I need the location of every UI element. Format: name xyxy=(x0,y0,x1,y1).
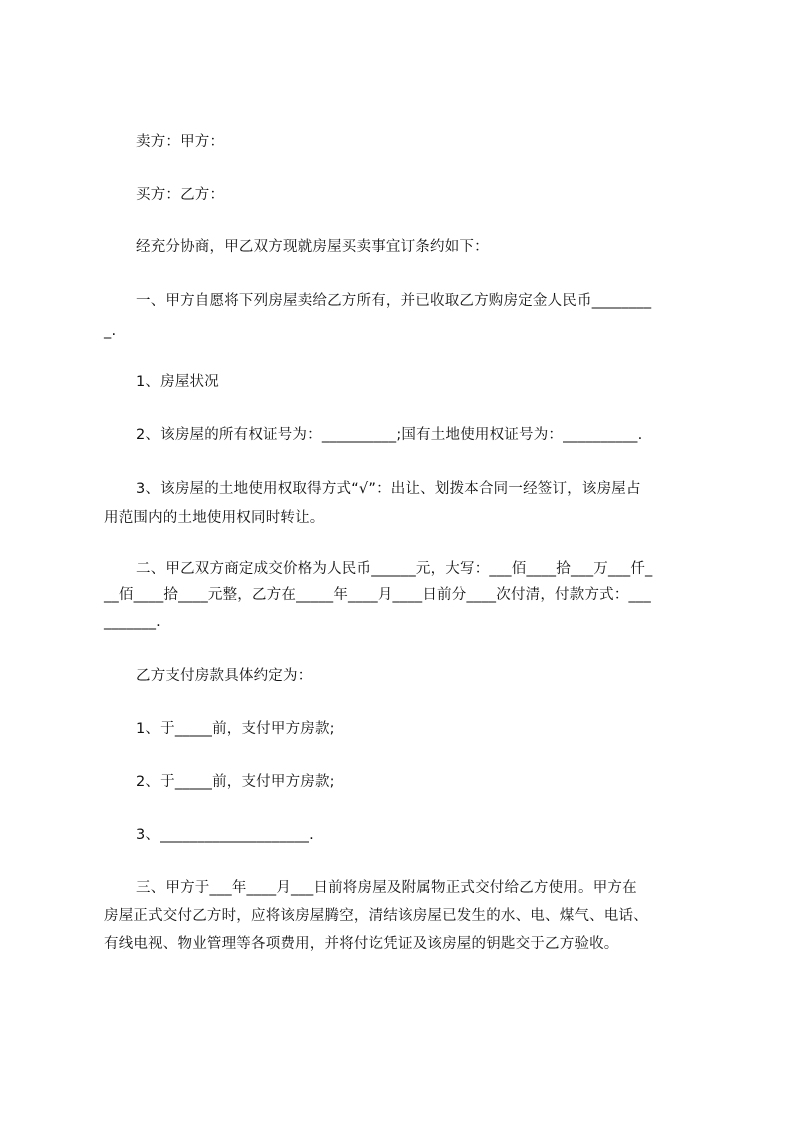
item-3-line-2: 用范围内的土地使用权同时转让。 xyxy=(104,510,325,526)
payment-item-2: 2、于_____前，支付甲方房款; xyxy=(136,774,335,790)
preamble-line: 经充分协商，甲乙双方现就房屋买卖事宜订条约如下： xyxy=(136,239,489,255)
clause-2-line-3: _______. xyxy=(104,614,161,630)
seller-line: 卖方：甲方： xyxy=(136,134,225,150)
item-3-line-1: 3、该房屋的土地使用权取得方式“√”：出让、划拨本合同一经签订，该房屋占 xyxy=(136,481,641,497)
payment-item-3: 3、____________________. xyxy=(136,827,314,843)
clause-1-line-1: 一、甲方自愿将下列房屋卖给乙方所有，并已收取乙方购房定金人民币________ xyxy=(136,293,652,309)
clause-2-line-1: 二、甲乙双方商定成交价格为人民币______元，大写：___佰____拾___万___仟_ xyxy=(136,561,653,577)
clause-3-line-3: 有线电视、物业管理等各项费用，并将付讫凭证及该房屋的钥匙交于乙方验收。 xyxy=(104,936,619,952)
clause-3-line-2: 房屋正式交付乙方时，应将该房屋腾空，清结该房屋已发生的水、电、煤气、电话、 xyxy=(104,908,648,924)
clause-1-line-2: _. xyxy=(104,323,117,339)
item-1-house-status: 1、房屋状况 xyxy=(136,374,219,390)
clause-3-line-1: 三、甲方于___年____月___日前将房屋及附属物正式交付给乙方使用。甲方在 xyxy=(136,880,637,896)
clause-2-line-2: __佰____拾____元整，乙方在_____年____月____日前分____次付清，付款方式：___ xyxy=(104,587,651,603)
buyer-line: 买方：乙方： xyxy=(136,187,225,203)
item-2-certificate: 2、该房屋的所有权证号为：__________;国有土地使用权证号为：__________. xyxy=(136,427,643,443)
payment-item-1: 1、于_____前，支付甲方房款; xyxy=(136,721,335,737)
payment-terms-heading: 乙方支付房款具体约定为： xyxy=(136,668,313,684)
